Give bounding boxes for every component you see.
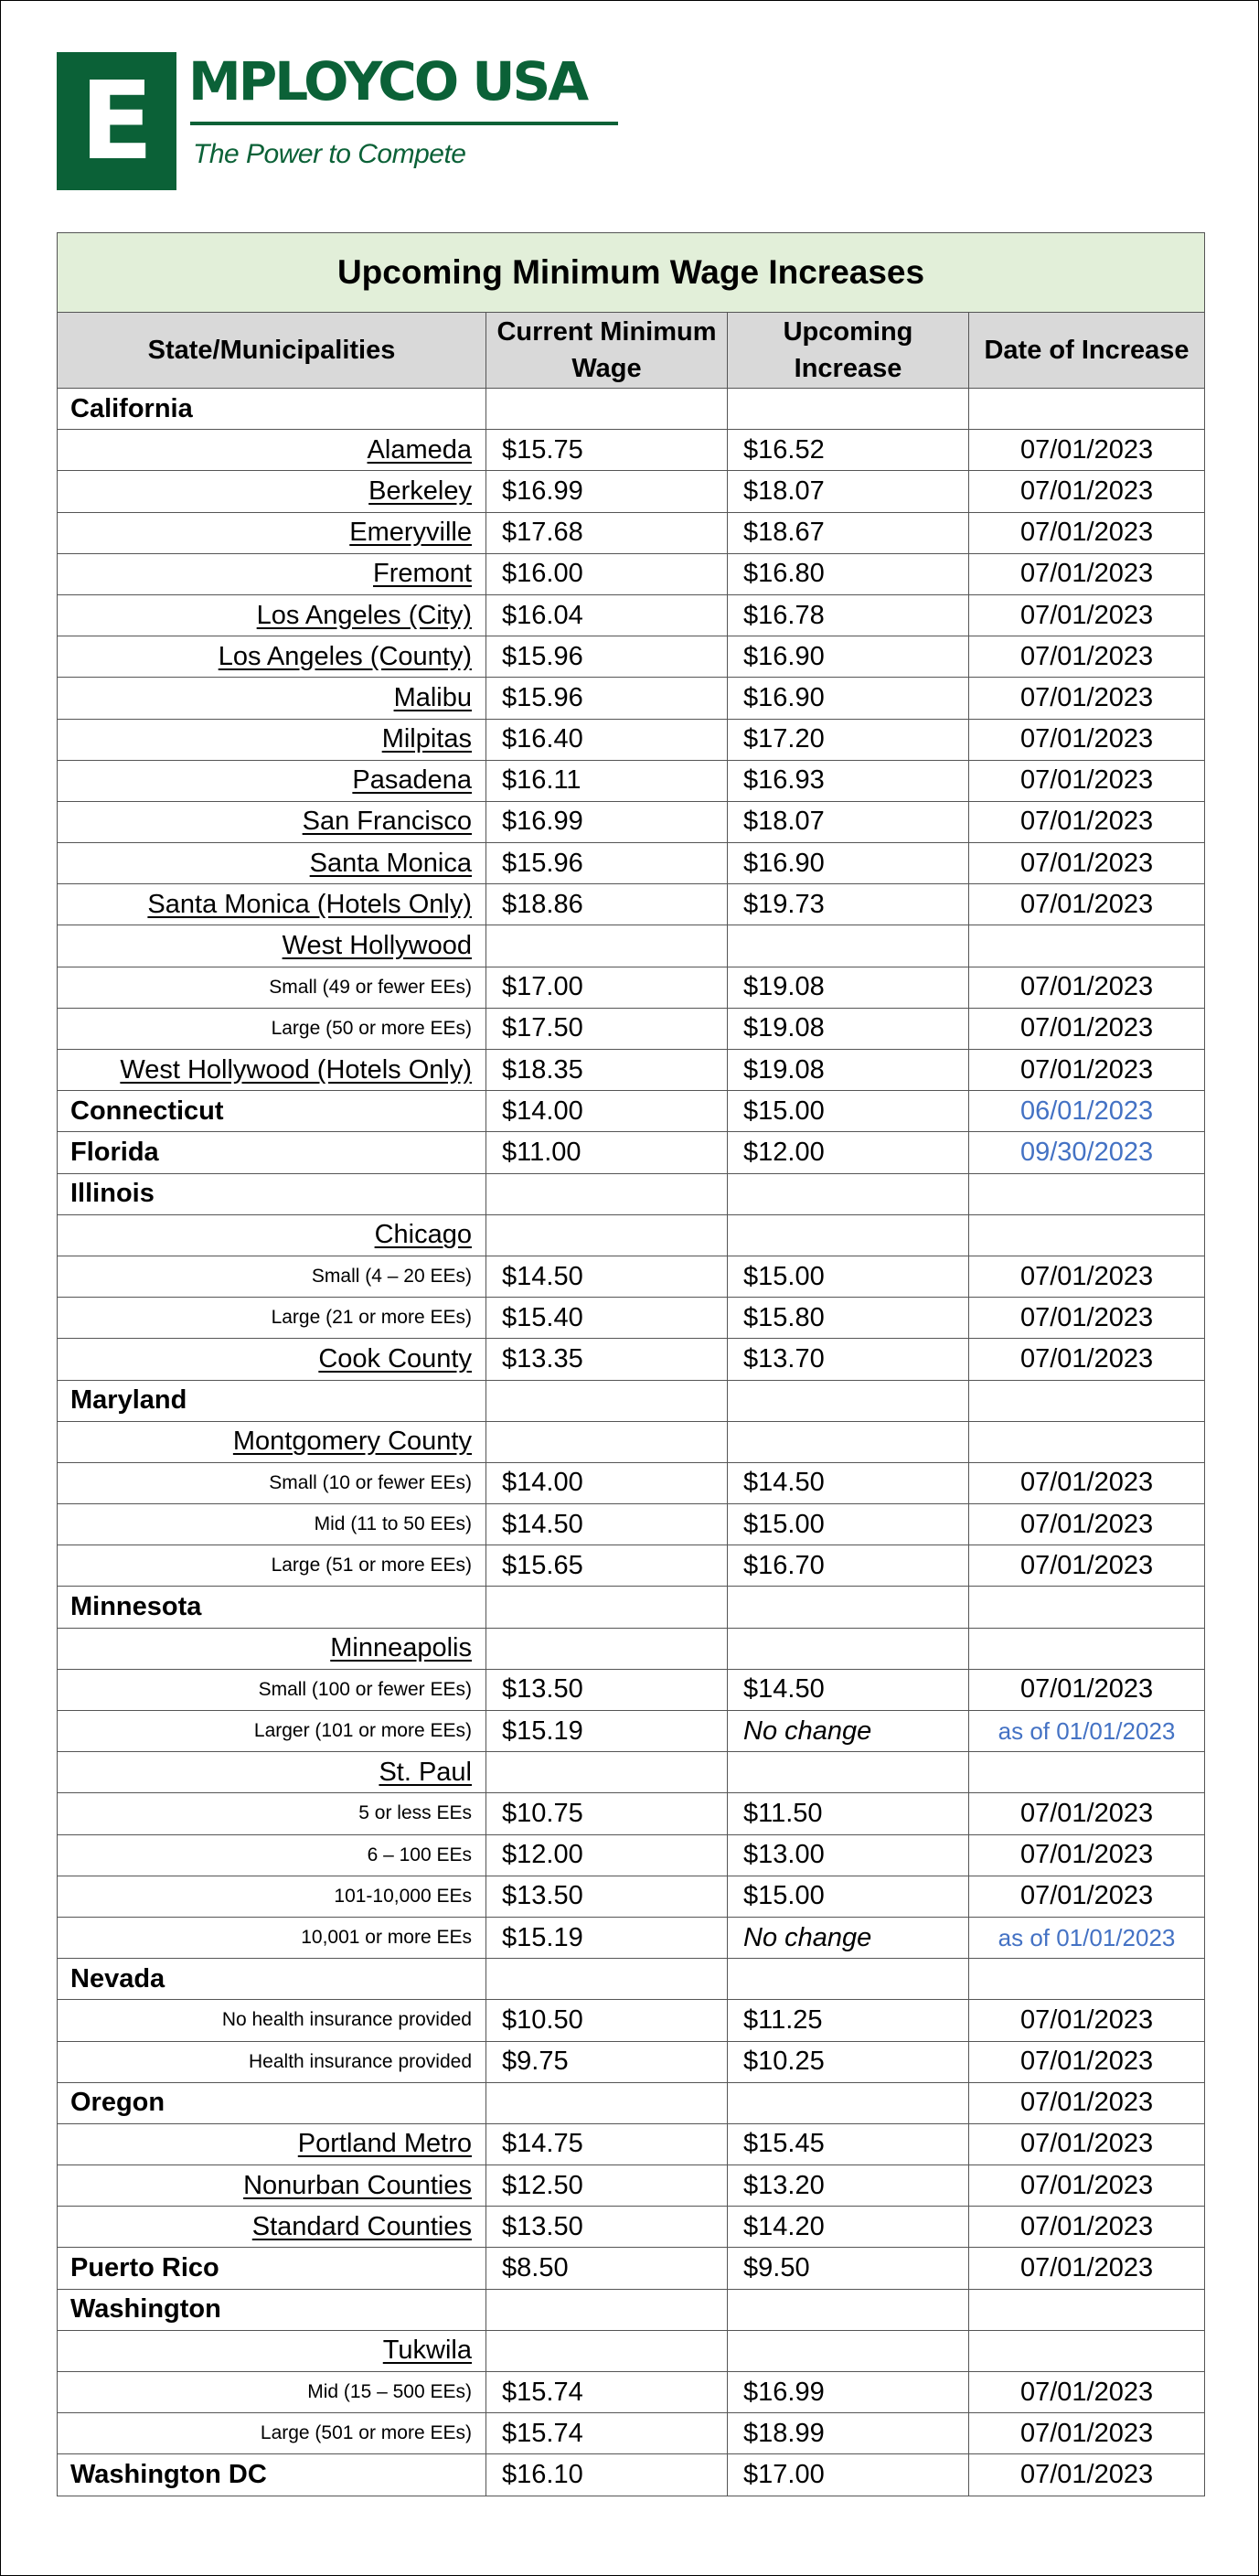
- increase-date: 07/01/2023: [969, 2082, 1205, 2123]
- municipality-name: [58, 594, 486, 636]
- municipality-label: Los Angeles (City): [256, 600, 472, 630]
- current-wage: $13.50: [486, 2207, 728, 2248]
- category-label: Health insurance provided: [58, 2041, 486, 2082]
- municipality-label: Santa Monica: [309, 848, 472, 878]
- state-name: Minnesota: [58, 1587, 486, 1628]
- current-wage: [486, 1959, 728, 2000]
- table-row: [58, 719, 1205, 760]
- municipality-label: San Francisco: [302, 807, 472, 837]
- upcoming-increase: $15.00: [728, 1256, 969, 1297]
- state-name: Florida: [58, 1132, 486, 1173]
- current-wage: [486, 2289, 728, 2330]
- current-wage: $15.96: [486, 678, 728, 719]
- category-label: Larger (101 or more EEs): [58, 1711, 486, 1752]
- upcoming-increase: $19.08: [728, 1050, 969, 1091]
- table-row: [58, 801, 1205, 842]
- municipality-label: Pasadena: [352, 765, 472, 796]
- upcoming-increase: $15.45: [728, 2123, 969, 2164]
- upcoming-increase: [728, 1587, 969, 1628]
- upcoming-increase: $12.00: [728, 1132, 969, 1173]
- upcoming-increase: [728, 1380, 969, 1421]
- upcoming-increase: [728, 1959, 969, 2000]
- current-wage: $16.10: [486, 2454, 728, 2496]
- current-wage: $15.74: [486, 2372, 728, 2413]
- current-wage: $10.50: [486, 2000, 728, 2041]
- table-row: [58, 1587, 1205, 1628]
- upcoming-increase: [728, 2082, 969, 2123]
- table-row: [58, 1462, 1205, 1503]
- increase-date: 07/01/2023: [969, 1008, 1205, 1049]
- municipality-name: [58, 1214, 486, 1256]
- state-name: Connecticut: [58, 1091, 486, 1132]
- current-wage: $14.75: [486, 2123, 728, 2164]
- municipality-label: Standard Counties: [251, 2211, 472, 2241]
- table-row: [58, 636, 1205, 678]
- municipality-name: [58, 1339, 486, 1380]
- increase-date: [969, 1752, 1205, 1793]
- increase-date: 06/01/2023: [969, 1091, 1205, 1132]
- current-wage: $16.11: [486, 760, 728, 801]
- table-row: [58, 2165, 1205, 2207]
- current-wage: $13.50: [486, 1669, 728, 1710]
- municipality-name: [58, 2123, 486, 2164]
- municipality-label: Los Angeles (County): [218, 641, 472, 671]
- upcoming-increase: $19.73: [728, 884, 969, 925]
- current-wage: $12.00: [486, 1834, 728, 1876]
- increase-date: 07/01/2023: [969, 430, 1205, 471]
- category-label: Large (50 or more EEs): [58, 1008, 486, 1049]
- table-row: [58, 1711, 1205, 1752]
- upcoming-increase: $16.90: [728, 678, 969, 719]
- table-row: [58, 1339, 1205, 1380]
- table-row: [58, 2413, 1205, 2454]
- current-wage: $16.99: [486, 471, 728, 512]
- current-wage: $17.50: [486, 1008, 728, 1049]
- table-row: [58, 1256, 1205, 1297]
- category-label: 10,001 or more EEs: [58, 1917, 486, 1958]
- upcoming-increase: [728, 389, 969, 430]
- increase-date: [969, 1959, 1205, 2000]
- upcoming-increase: $16.90: [728, 843, 969, 884]
- increase-date: 07/01/2023: [969, 2041, 1205, 2082]
- category-label: Mid (15 – 500 EEs): [58, 2372, 486, 2413]
- increase-date: 07/01/2023: [969, 884, 1205, 925]
- category-label: Small (49 or fewer EEs): [58, 967, 486, 1008]
- municipality-label: Milpitas: [381, 724, 472, 754]
- table-row: [58, 1050, 1205, 1091]
- upcoming-increase: $18.67: [728, 512, 969, 553]
- current-wage: $13.50: [486, 1876, 728, 1917]
- increase-date: 07/01/2023: [969, 553, 1205, 594]
- upcoming-increase: $16.80: [728, 553, 969, 594]
- municipality-label: Berkeley: [368, 476, 472, 506]
- municipality-label: Portland Metro: [297, 2129, 472, 2159]
- current-wage: $8.50: [486, 2248, 728, 2289]
- table-row: [58, 2082, 1205, 2123]
- increase-date: [969, 2330, 1205, 2371]
- increase-date: 07/01/2023: [969, 2372, 1205, 2413]
- upcoming-increase: $16.90: [728, 636, 969, 678]
- municipality-label: Fremont: [373, 559, 472, 589]
- table-row: [58, 1008, 1205, 1049]
- category-label: Small (100 or fewer EEs): [58, 1669, 486, 1710]
- increase-date: 07/01/2023: [969, 1669, 1205, 1710]
- table-row: [58, 2372, 1205, 2413]
- increase-date: as of 01/01/2023: [969, 1711, 1205, 1752]
- table-row: [58, 884, 1205, 925]
- municipality-label: Chicago: [374, 1220, 472, 1250]
- upcoming-increase: $18.07: [728, 801, 969, 842]
- current-wage: [486, 2082, 728, 2123]
- increase-date: [969, 1173, 1205, 1214]
- increase-date: [969, 1214, 1205, 1256]
- current-wage: [486, 2330, 728, 2371]
- municipality-name: [58, 1628, 486, 1669]
- upcoming-increase: $16.78: [728, 594, 969, 636]
- municipality-label: Santa Monica (Hotels Only): [147, 889, 472, 919]
- increase-date: 07/01/2023: [969, 1256, 1205, 1297]
- state-name: Illinois: [58, 1173, 486, 1214]
- municipality-name: [58, 2165, 486, 2207]
- upcoming-increase: $19.08: [728, 967, 969, 1008]
- table-row: [58, 2000, 1205, 2041]
- current-wage: $9.75: [486, 2041, 728, 2082]
- municipality-label: Emeryville: [349, 518, 472, 548]
- current-wage: $15.65: [486, 1545, 728, 1587]
- table-row: [58, 2330, 1205, 2371]
- table-row: [58, 967, 1205, 1008]
- table-row: [58, 1504, 1205, 1545]
- table-row: [58, 1628, 1205, 1669]
- state-name: Washington: [58, 2289, 486, 2330]
- current-wage: $16.00: [486, 553, 728, 594]
- minimum-wage-table: [57, 232, 1205, 2496]
- table-row: [58, 1545, 1205, 1587]
- increase-date: 07/01/2023: [969, 636, 1205, 678]
- current-wage: $17.00: [486, 967, 728, 1008]
- table-row: [58, 1298, 1205, 1339]
- current-wage: $14.00: [486, 1462, 728, 1503]
- upcoming-increase: $16.93: [728, 760, 969, 801]
- category-label: 6 – 100 EEs: [58, 1834, 486, 1876]
- table-row: [58, 512, 1205, 553]
- table-row: [58, 1959, 1205, 2000]
- table-row: [58, 553, 1205, 594]
- increase-date: 07/01/2023: [969, 801, 1205, 842]
- municipality-label: St. Paul: [379, 1757, 472, 1787]
- municipality-name: [58, 760, 486, 801]
- municipality-name: [58, 884, 486, 925]
- increase-date: 07/01/2023: [969, 1504, 1205, 1545]
- table-row: [58, 2289, 1205, 2330]
- table-row: [58, 2041, 1205, 2082]
- upcoming-increase: $11.25: [728, 2000, 969, 2041]
- increase-date: 07/01/2023: [969, 843, 1205, 884]
- increase-date: 09/30/2023: [969, 1132, 1205, 1173]
- category-label: Small (4 – 20 EEs): [58, 1256, 486, 1297]
- logo-letter: E: [80, 58, 154, 184]
- upcoming-increase: $16.99: [728, 2372, 969, 2413]
- current-wage: $16.40: [486, 719, 728, 760]
- logo-rule: [190, 122, 618, 125]
- current-wage: $14.50: [486, 1256, 728, 1297]
- municipality-label: Alameda: [367, 434, 472, 465]
- current-wage: $15.96: [486, 636, 728, 678]
- current-wage: [486, 1752, 728, 1793]
- upcoming-increase: [728, 1173, 969, 1214]
- current-wage: $18.35: [486, 1050, 728, 1091]
- table-row: [58, 1132, 1205, 1173]
- municipality-label: West Hollywood: [282, 931, 472, 961]
- state-name: Maryland: [58, 1380, 486, 1421]
- municipality-label: Minneapolis: [330, 1633, 472, 1663]
- category-label: Mid (11 to 50 EEs): [58, 1504, 486, 1545]
- upcoming-increase: $15.00: [728, 1876, 969, 1917]
- state-name: Washington DC: [58, 2454, 486, 2496]
- municipality-name: [58, 801, 486, 842]
- municipality-label: Tukwila: [382, 2336, 472, 2366]
- current-wage: $15.19: [486, 1711, 728, 1752]
- upcoming-increase: No change: [728, 1917, 969, 1958]
- upcoming-increase: $10.25: [728, 2041, 969, 2082]
- current-wage: $16.99: [486, 801, 728, 842]
- upcoming-increase: $14.20: [728, 2207, 969, 2248]
- increase-date: 07/01/2023: [969, 1545, 1205, 1587]
- table-row: [58, 471, 1205, 512]
- current-wage: $16.04: [486, 594, 728, 636]
- current-wage: [486, 1380, 728, 1421]
- title-row: [58, 233, 1205, 313]
- increase-date: 07/01/2023: [969, 967, 1205, 1008]
- municipality-name: [58, 843, 486, 884]
- current-wage: [486, 1628, 728, 1669]
- current-wage: $10.75: [486, 1793, 728, 1834]
- increase-date: 07/01/2023: [969, 1298, 1205, 1339]
- upcoming-increase: $16.70: [728, 1545, 969, 1587]
- increase-date: 07/01/2023: [969, 594, 1205, 636]
- current-wage: [486, 1214, 728, 1256]
- increase-date: [969, 925, 1205, 967]
- municipality-name: [58, 2207, 486, 2248]
- employco-logo: [57, 52, 624, 191]
- header-date: Date of Increase: [969, 313, 1205, 389]
- current-wage: $18.86: [486, 884, 728, 925]
- category-label: Large (21 or more EEs): [58, 1298, 486, 1339]
- current-wage: [486, 1421, 728, 1462]
- table-row: [58, 1752, 1205, 1793]
- table-title: Upcoming Minimum Wage Increases: [58, 233, 1205, 313]
- municipality-name: [58, 471, 486, 512]
- category-label: Large (501 or more EEs): [58, 2413, 486, 2454]
- table-row: [58, 2454, 1205, 2496]
- current-wage: $15.74: [486, 2413, 728, 2454]
- state-name: Nevada: [58, 1959, 486, 2000]
- upcoming-increase: $13.20: [728, 2165, 969, 2207]
- increase-date: 07/01/2023: [969, 2123, 1205, 2164]
- category-label: No health insurance provided: [58, 2000, 486, 2041]
- state-name: California: [58, 389, 486, 430]
- upcoming-increase: [728, 2330, 969, 2371]
- municipality-name: [58, 678, 486, 719]
- table-row: [58, 1173, 1205, 1214]
- table-row: [58, 1793, 1205, 1834]
- municipality-name: [58, 636, 486, 678]
- municipality-name: [58, 553, 486, 594]
- table-row: [58, 1091, 1205, 1132]
- municipality-name: [58, 430, 486, 471]
- increase-date: 07/01/2023: [969, 1462, 1205, 1503]
- current-wage: [486, 1587, 728, 1628]
- upcoming-increase: [728, 1421, 969, 1462]
- header-upcoming: Upcoming Increase: [728, 313, 969, 389]
- current-wage: [486, 1173, 728, 1214]
- increase-date: 07/01/2023: [969, 1793, 1205, 1834]
- table-row: [58, 1421, 1205, 1462]
- header-current: Current Minimum Wage: [486, 313, 728, 389]
- increase-date: 07/01/2023: [969, 512, 1205, 553]
- table-row: [58, 2248, 1205, 2289]
- municipality-name: [58, 925, 486, 967]
- table-row: [58, 2207, 1205, 2248]
- logo-tagline: The Power to Compete: [193, 139, 466, 169]
- increase-date: 07/01/2023: [969, 2454, 1205, 2496]
- upcoming-increase: $19.08: [728, 1008, 969, 1049]
- upcoming-increase: $17.00: [728, 2454, 969, 2496]
- current-wage: $13.35: [486, 1339, 728, 1380]
- header-state: State/Municipalities: [58, 313, 486, 389]
- municipality-label: Malibu: [393, 682, 472, 712]
- upcoming-increase: $15.00: [728, 1091, 969, 1132]
- increase-date: 07/01/2023: [969, 2207, 1205, 2248]
- current-wage: [486, 389, 728, 430]
- municipality-name: [58, 1752, 486, 1793]
- increase-date: 07/01/2023: [969, 719, 1205, 760]
- upcoming-increase: $18.07: [728, 471, 969, 512]
- table-row: [58, 430, 1205, 471]
- current-wage: $14.50: [486, 1504, 728, 1545]
- increase-date: 07/01/2023: [969, 2248, 1205, 2289]
- table-row: [58, 594, 1205, 636]
- state-name: Puerto Rico: [58, 2248, 486, 2289]
- upcoming-increase: $18.99: [728, 2413, 969, 2454]
- increase-date: 07/01/2023: [969, 471, 1205, 512]
- increase-date: as of 01/01/2023: [969, 1917, 1205, 1958]
- increase-date: 07/01/2023: [969, 1876, 1205, 1917]
- current-wage: $17.68: [486, 512, 728, 553]
- table-row: [58, 1669, 1205, 1710]
- upcoming-increase: [728, 1628, 969, 1669]
- municipality-name: [58, 1050, 486, 1091]
- table-row: [58, 389, 1205, 430]
- table-row: [58, 678, 1205, 719]
- current-wage: $15.96: [486, 843, 728, 884]
- state-name: Oregon: [58, 2082, 486, 2123]
- increase-date: [969, 1421, 1205, 1462]
- upcoming-increase: $13.00: [728, 1834, 969, 1876]
- upcoming-increase: $17.20: [728, 719, 969, 760]
- municipality-name: [58, 512, 486, 553]
- upcoming-increase: [728, 1752, 969, 1793]
- municipality-label: Nonurban Counties: [243, 2170, 472, 2200]
- upcoming-increase: $14.50: [728, 1462, 969, 1503]
- upcoming-increase: $15.00: [728, 1504, 969, 1545]
- increase-date: 07/01/2023: [969, 2000, 1205, 2041]
- header-row: [58, 313, 1205, 389]
- current-wage: $11.00: [486, 1132, 728, 1173]
- table-row: [58, 1214, 1205, 1256]
- increase-date: [969, 1587, 1205, 1628]
- municipality-label: Montgomery County: [232, 1427, 472, 1457]
- upcoming-increase: [728, 925, 969, 967]
- increase-date: 07/01/2023: [969, 1339, 1205, 1380]
- increase-date: 07/01/2023: [969, 1050, 1205, 1091]
- increase-date: 07/01/2023: [969, 678, 1205, 719]
- municipality-label: West Hollywood (Hotels Only): [120, 1054, 472, 1085]
- upcoming-increase: [728, 2289, 969, 2330]
- table-row: [58, 1834, 1205, 1876]
- table-row: [58, 843, 1205, 884]
- category-label: Large (51 or more EEs): [58, 1545, 486, 1587]
- current-wage: $15.19: [486, 1917, 728, 1958]
- upcoming-increase: $11.50: [728, 1793, 969, 1834]
- table-row: [58, 1876, 1205, 1917]
- upcoming-increase: $15.80: [728, 1298, 969, 1339]
- increase-date: 07/01/2023: [969, 760, 1205, 801]
- category-label: 101-10,000 EEs: [58, 1876, 486, 1917]
- current-wage: $14.00: [486, 1091, 728, 1132]
- current-wage: [486, 925, 728, 967]
- municipality-name: [58, 2330, 486, 2371]
- municipality-label: Cook County: [318, 1343, 472, 1374]
- category-label: Small (10 or fewer EEs): [58, 1462, 486, 1503]
- table-row: [58, 760, 1205, 801]
- municipality-name: [58, 719, 486, 760]
- table-row: [58, 1917, 1205, 1958]
- increase-date: [969, 1380, 1205, 1421]
- increase-date: [969, 1628, 1205, 1669]
- upcoming-increase: [728, 1214, 969, 1256]
- table-row: [58, 925, 1205, 967]
- increase-date: 07/01/2023: [969, 2413, 1205, 2454]
- logo-company-name: MPLOYCO USA: [188, 50, 587, 112]
- increase-date: 07/01/2023: [969, 2165, 1205, 2207]
- increase-date: 07/01/2023: [969, 1834, 1205, 1876]
- current-wage: $15.75: [486, 430, 728, 471]
- current-wage: $12.50: [486, 2165, 728, 2207]
- table-row: [58, 1380, 1205, 1421]
- upcoming-increase: No change: [728, 1711, 969, 1752]
- current-wage: $15.40: [486, 1298, 728, 1339]
- upcoming-increase: $14.50: [728, 1669, 969, 1710]
- increase-date: [969, 389, 1205, 430]
- upcoming-increase: $13.70: [728, 1339, 969, 1380]
- table-row: [58, 2123, 1205, 2164]
- increase-date: [969, 2289, 1205, 2330]
- upcoming-increase: $9.50: [728, 2248, 969, 2289]
- municipality-name: [58, 1421, 486, 1462]
- category-label: 5 or less EEs: [58, 1793, 486, 1834]
- upcoming-increase: $16.52: [728, 430, 969, 471]
